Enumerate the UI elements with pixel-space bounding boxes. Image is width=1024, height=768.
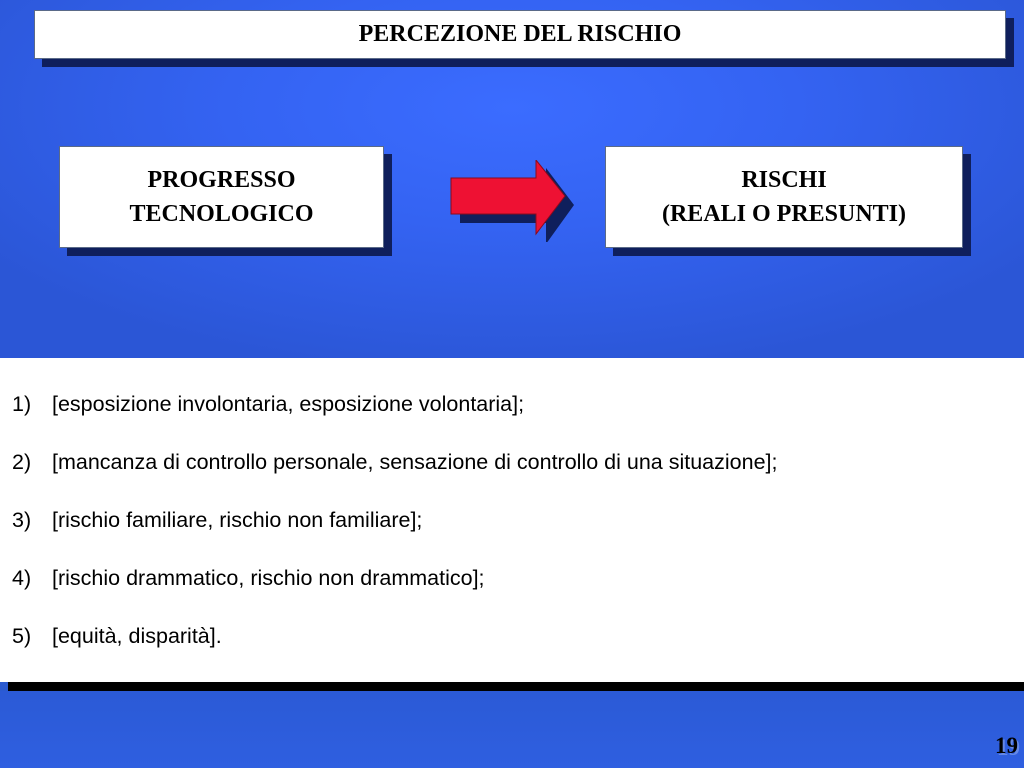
list-item-text: [esposizione involontaria, esposizione volontaria]; <box>52 392 525 416</box>
right-arrow-icon <box>448 160 578 242</box>
list-item-text: [rischio drammatico, rischio non drammatico]; <box>52 566 485 590</box>
concept-box-progress <box>59 146 384 248</box>
list-item-text: [equità, disparità]. <box>52 624 222 648</box>
list-item <box>12 560 777 618</box>
list-item-number: 3) <box>12 508 32 532</box>
slide-title-text: PERCEZIONE DEL RISCHIO <box>358 21 682 47</box>
concept-left-line1: PROGRESSO <box>147 167 296 193</box>
list-item-text: [mancanza di controllo personale, sensazione di controllo di una situazione]; <box>52 450 778 474</box>
risk-dimension-list <box>12 386 777 676</box>
slide-title <box>34 10 1006 59</box>
list-item-number: 5) <box>12 624 32 648</box>
panel-shadow <box>8 682 1024 691</box>
concept-right-line2: (REALI O PRESUNTI) <box>661 201 907 227</box>
list-item <box>12 444 777 502</box>
concept-right-line1: RISCHI <box>741 167 827 193</box>
list-item <box>12 386 777 444</box>
slide-footer-area <box>0 691 1024 768</box>
concept-box-risks <box>605 146 963 248</box>
concept-left-line2: TECNOLOGICO <box>129 201 314 227</box>
list-item-number: 1) <box>12 392 32 416</box>
list-item <box>12 618 777 676</box>
page-number: 19 <box>995 733 1018 758</box>
list-item-number: 4) <box>12 566 32 590</box>
list-item-text: [rischio familiare, rischio non familiare]; <box>52 508 423 532</box>
list-item <box>12 502 777 560</box>
list-item-number: 2) <box>12 450 32 474</box>
